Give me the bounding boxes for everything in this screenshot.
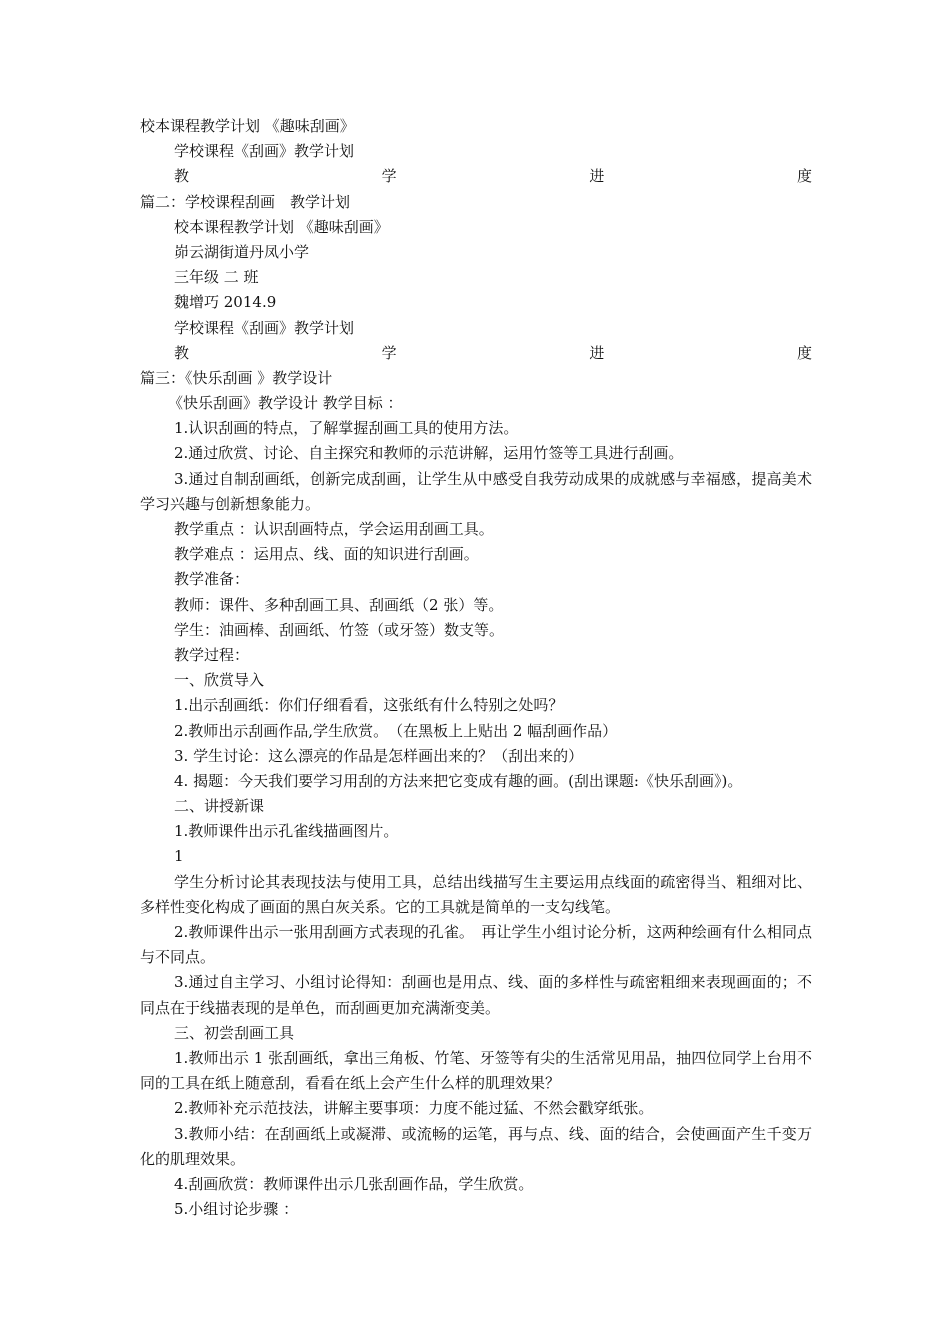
paragraph: 教学过程： [174,645,250,664]
section-subheading: 一、欣赏导入 [174,671,265,690]
section-subheading: 三、初尝刮画工具 [174,1023,295,1042]
goal-item: 3.通过自制刮画纸，创新完成刮画，让学生从中感受自我劳动成果的成就感与幸福感，提高美术学习兴趣与创新想象能力。 [140,469,812,513]
paragraph: 2.教师补充示范技法，讲解主要事项：力度不能过猛、不然会戳穿纸张。 [174,1099,654,1118]
section-heading-3: 篇三：《快乐刮画 》教学设计 [140,368,333,387]
author-date: 魏增巧 2014.9 [174,293,277,312]
goal-item: 1.认识刮画的特点，了解掌握刮画工具的使用方法。 [174,419,519,438]
subheading-course-plan: 学校课程《刮画》教学计划 [174,142,355,161]
progress-char: 学 [381,167,397,186]
paragraph: 校本课程教学计划 《趣味刮画》 [174,217,389,236]
paragraph: 1.教师课件出示孔雀线描画图片。 [174,822,399,841]
paragraph: 3.教师小结：在刮画纸上或凝滞、或流畅的运笔，再与点、线、面的结合，会使画面产生千变万化的肌理效果。 [140,1124,812,1168]
paragraph: 学生：油画棒、刮画纸、竹签（或牙签）数支等。 [174,620,505,639]
paragraph: 5.小组讨论步骤 ： [174,1200,299,1219]
section-subheading: 二、讲授新课 [174,797,265,816]
paragraph: 4. 揭题：今天我们要学习用刮的方法来把它变成有趣的画。(刮出课题:《快乐刮画》)。 [174,771,743,790]
paragraph: 3.通过自主学习、小组讨论得知：刮画也是用点、线、面的多样性与疏密粗细来表现画面的；不同点在于线描表现的是单色，而刮画更加充满渐变美。 [140,973,812,1017]
progress-char: 度 [796,343,812,362]
page-number: 1 [174,847,184,866]
paragraph: 教学准备： [174,570,250,589]
school-name: 峁云湖街道丹凤小学 [174,242,310,261]
progress-char: 教 [174,343,190,362]
progress-heading [140,164,812,189]
paragraph: 4.刮画欣赏：教师课件出示几张刮画作品，学生欣赏。 [174,1175,534,1194]
paragraph: 1.教师出示 1 张刮画纸，拿出三角板、竹笔、牙签等有尖的生活常见用品，抽四位同学上台用不同的工具在纸上随意刮，看看在纸上会产生什么样的肌理效果？ [140,1049,812,1093]
progress-char: 教 [174,167,190,186]
paragraph: 学校课程《刮画》教学计划 [174,318,355,337]
heading-school-plan: 校本课程教学计划 《趣味刮画》 [140,117,355,135]
paragraph: 教学难点 ：运用点、线、面的知识进行刮画。 [174,545,479,564]
paragraph: 学生分析讨论其表现技法与使用工具，总结出线描写生主要运用点线面的疏密得当、粗细对比、多样性变化构成了画面的黑白灰关系。它的工具就是简单的一支勾线笔。 [140,872,812,916]
paragraph: 2.教师出示刮画作品,学生欣赏。 （在黑板上上贴出 2 幅刮画作品） [174,721,618,740]
progress-heading [140,341,812,366]
progress-char: 进 [589,167,605,186]
paragraph: 教师：课件、多种刮画工具、刮画纸（2 张）等。 [174,595,504,614]
paragraph: 2.教师课件出示一张用刮画方式表现的孔雀。 再让学生小组讨论分析，这两种绘画有什么相同点与不同点。 [140,923,812,967]
section-heading-2: 篇二：学校课程刮画 教学计划 [140,192,351,211]
paragraph: 3. 学生讨论：这么漂亮的作品是怎样画出来的？（刮出来的） [174,746,584,765]
paragraph: 1.出示刮画纸：你们仔细看看，这张纸有什么特别之处吗？ [174,696,564,715]
progress-char: 学 [381,343,397,362]
paragraph: 教学重点 ：认识刮画特点，学会运用刮画工具。 [174,520,494,539]
progress-char: 度 [796,167,812,186]
paragraph: 《快乐刮画》教学设计 教学目标 ： [168,394,403,413]
class-name: 三年级 二 班 [174,268,259,287]
progress-char: 进 [589,343,605,362]
document-body [140,114,812,1222]
goal-item: 2.通过欣赏、讨论、自主探究和教师的示范讲解，运用竹签等工具进行刮画。 [174,444,684,463]
